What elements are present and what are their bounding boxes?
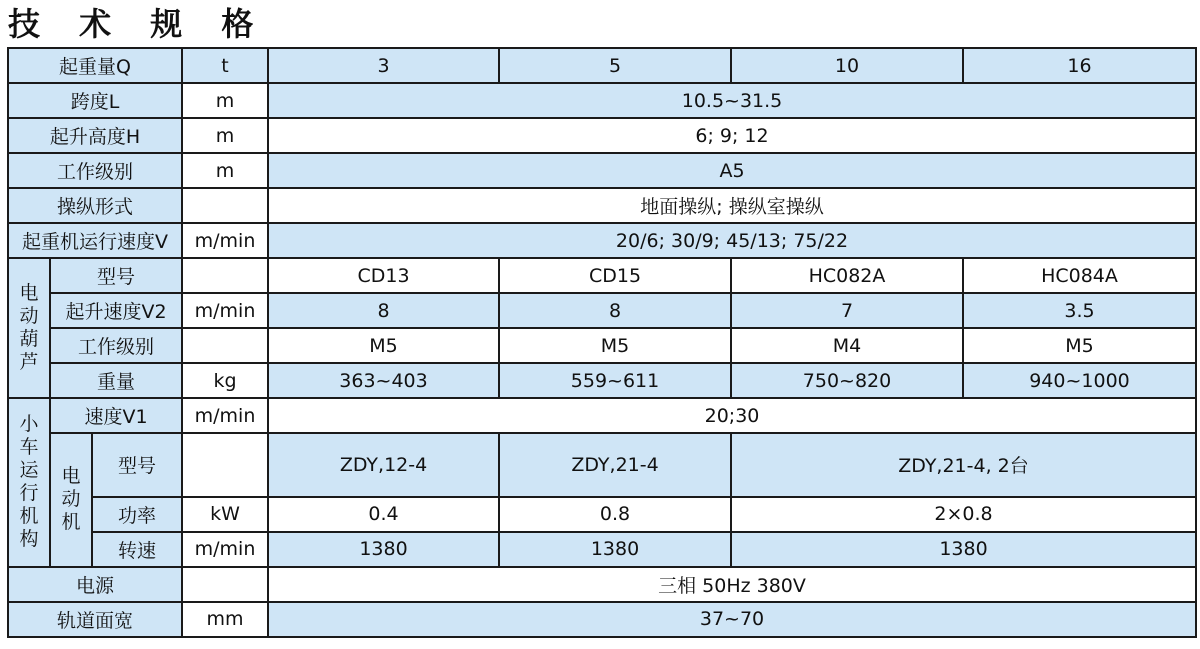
hoist-model-value: CD15 bbox=[499, 258, 731, 293]
crane-speed-unit: m/min bbox=[182, 223, 268, 258]
trolley-speed-value: 20;30 bbox=[268, 398, 1196, 433]
hoist-model-label: 型号 bbox=[50, 258, 182, 293]
crane-speed-value: 20/6; 30/9; 45/13; 75/22 bbox=[268, 223, 1196, 258]
row-crane-speed bbox=[8, 223, 1196, 258]
hoist-model-value: HC084A bbox=[963, 258, 1196, 293]
motor-power-label: 功率 bbox=[92, 497, 182, 532]
span-label: 跨度L bbox=[8, 83, 182, 118]
power-supply-value: 三相 50Hz 380V bbox=[268, 567, 1196, 602]
motor-model-unit bbox=[182, 433, 268, 497]
hoist-weight-value: 363~403 bbox=[268, 363, 499, 398]
operation-label: 操纵形式 bbox=[8, 188, 182, 223]
motor-model-value: ZDY,21-4 bbox=[499, 433, 731, 497]
capacity-label: 起重量Q bbox=[8, 48, 182, 83]
motor-power-value: 0.8 bbox=[499, 497, 731, 532]
motor-rpm-label: 转速 bbox=[92, 532, 182, 567]
hoist-lift-speed-unit: m/min bbox=[182, 293, 268, 328]
rail-width-value: 37~70 bbox=[268, 602, 1196, 637]
lift-height-unit: m bbox=[182, 118, 268, 153]
operation-value: 地面操纵; 操纵室操纵 bbox=[268, 188, 1196, 223]
row-lift-height bbox=[8, 118, 1196, 153]
row-power-supply bbox=[8, 567, 1196, 602]
motor-power-unit: kW bbox=[182, 497, 268, 532]
hoist-lift-speed-value: 8 bbox=[499, 293, 731, 328]
rail-width-label: 轨道面宽 bbox=[8, 602, 182, 637]
row-motor-model bbox=[8, 433, 1196, 497]
operation-unit bbox=[182, 188, 268, 223]
lift-height-label: 起升高度H bbox=[8, 118, 182, 153]
hoist-duty-value: M5 bbox=[268, 328, 499, 363]
hoist-weight-unit: kg bbox=[182, 363, 268, 398]
rail-width-unit: mm bbox=[182, 602, 268, 637]
row-hoist-lift-speed bbox=[8, 293, 1196, 328]
capacity-value: 10 bbox=[731, 48, 963, 83]
motor-model-value: ZDY,12-4 bbox=[268, 433, 499, 497]
motor-model-label: 型号 bbox=[92, 433, 182, 497]
row-duty-class bbox=[8, 153, 1196, 188]
hoist-duty-value: M4 bbox=[731, 328, 963, 363]
capacity-unit: t bbox=[182, 48, 268, 83]
capacity-value: 3 bbox=[268, 48, 499, 83]
hoist-lift-speed-value: 7 bbox=[731, 293, 963, 328]
hoist-model-value: HC082A bbox=[731, 258, 963, 293]
trolley-group-label: 小 车 运 行 机 构 bbox=[8, 398, 50, 567]
power-supply-label: 电源 bbox=[8, 567, 182, 602]
hoist-duty-label: 工作级别 bbox=[50, 328, 182, 363]
capacity-value: 16 bbox=[963, 48, 1196, 83]
hoist-lift-speed-label: 起升速度V2 bbox=[50, 293, 182, 328]
row-motor-rpm bbox=[8, 532, 1196, 567]
lift-height-value: 6; 9; 12 bbox=[268, 118, 1196, 153]
trolley-speed-label: 速度V1 bbox=[50, 398, 182, 433]
motor-model-value: ZDY,21-4, 2台 bbox=[731, 433, 1196, 497]
hoist-lift-speed-value: 3.5 bbox=[963, 293, 1196, 328]
row-operation bbox=[8, 188, 1196, 223]
hoist-model-unit bbox=[182, 258, 268, 293]
duty-class-value: A5 bbox=[268, 153, 1196, 188]
row-hoist-duty bbox=[8, 328, 1196, 363]
motor-group-label: 电 动 机 bbox=[50, 433, 92, 567]
trolley-speed-unit: m/min bbox=[182, 398, 268, 433]
motor-rpm-value: 1380 bbox=[499, 532, 731, 567]
hoist-model-value: CD13 bbox=[268, 258, 499, 293]
hoist-duty-value: M5 bbox=[963, 328, 1196, 363]
motor-power-value: 0.4 bbox=[268, 497, 499, 532]
motor-rpm-unit: m/min bbox=[182, 532, 268, 567]
spec-table bbox=[7, 47, 1197, 638]
power-supply-unit bbox=[182, 567, 268, 602]
hoist-weight-value: 750~820 bbox=[731, 363, 963, 398]
motor-power-value: 2×0.8 bbox=[731, 497, 1196, 532]
row-rail-width bbox=[8, 602, 1196, 637]
span-value: 10.5~31.5 bbox=[268, 83, 1196, 118]
row-hoist-model bbox=[8, 258, 1196, 293]
duty-class-label: 工作级别 bbox=[8, 153, 182, 188]
row-hoist-weight bbox=[8, 363, 1196, 398]
hoist-lift-speed-value: 8 bbox=[268, 293, 499, 328]
hoist-weight-label: 重量 bbox=[50, 363, 182, 398]
capacity-value: 5 bbox=[499, 48, 731, 83]
hoist-weight-value: 559~611 bbox=[499, 363, 731, 398]
hoist-group-label: 电 动 葫 芦 bbox=[8, 258, 50, 398]
hoist-duty-value: M5 bbox=[499, 328, 731, 363]
motor-rpm-value: 1380 bbox=[268, 532, 499, 567]
hoist-weight-value: 940~1000 bbox=[963, 363, 1196, 398]
hoist-duty-unit bbox=[182, 328, 268, 363]
crane-speed-label: 起重机运行速度V bbox=[8, 223, 182, 258]
row-trolley-speed bbox=[8, 398, 1196, 433]
page-title: 技 术 规 格 bbox=[8, 5, 268, 43]
row-capacity bbox=[8, 48, 1196, 83]
duty-class-unit: m bbox=[182, 153, 268, 188]
row-span bbox=[8, 83, 1196, 118]
span-unit: m bbox=[182, 83, 268, 118]
motor-rpm-value: 1380 bbox=[731, 532, 1196, 567]
row-motor-power bbox=[8, 497, 1196, 532]
